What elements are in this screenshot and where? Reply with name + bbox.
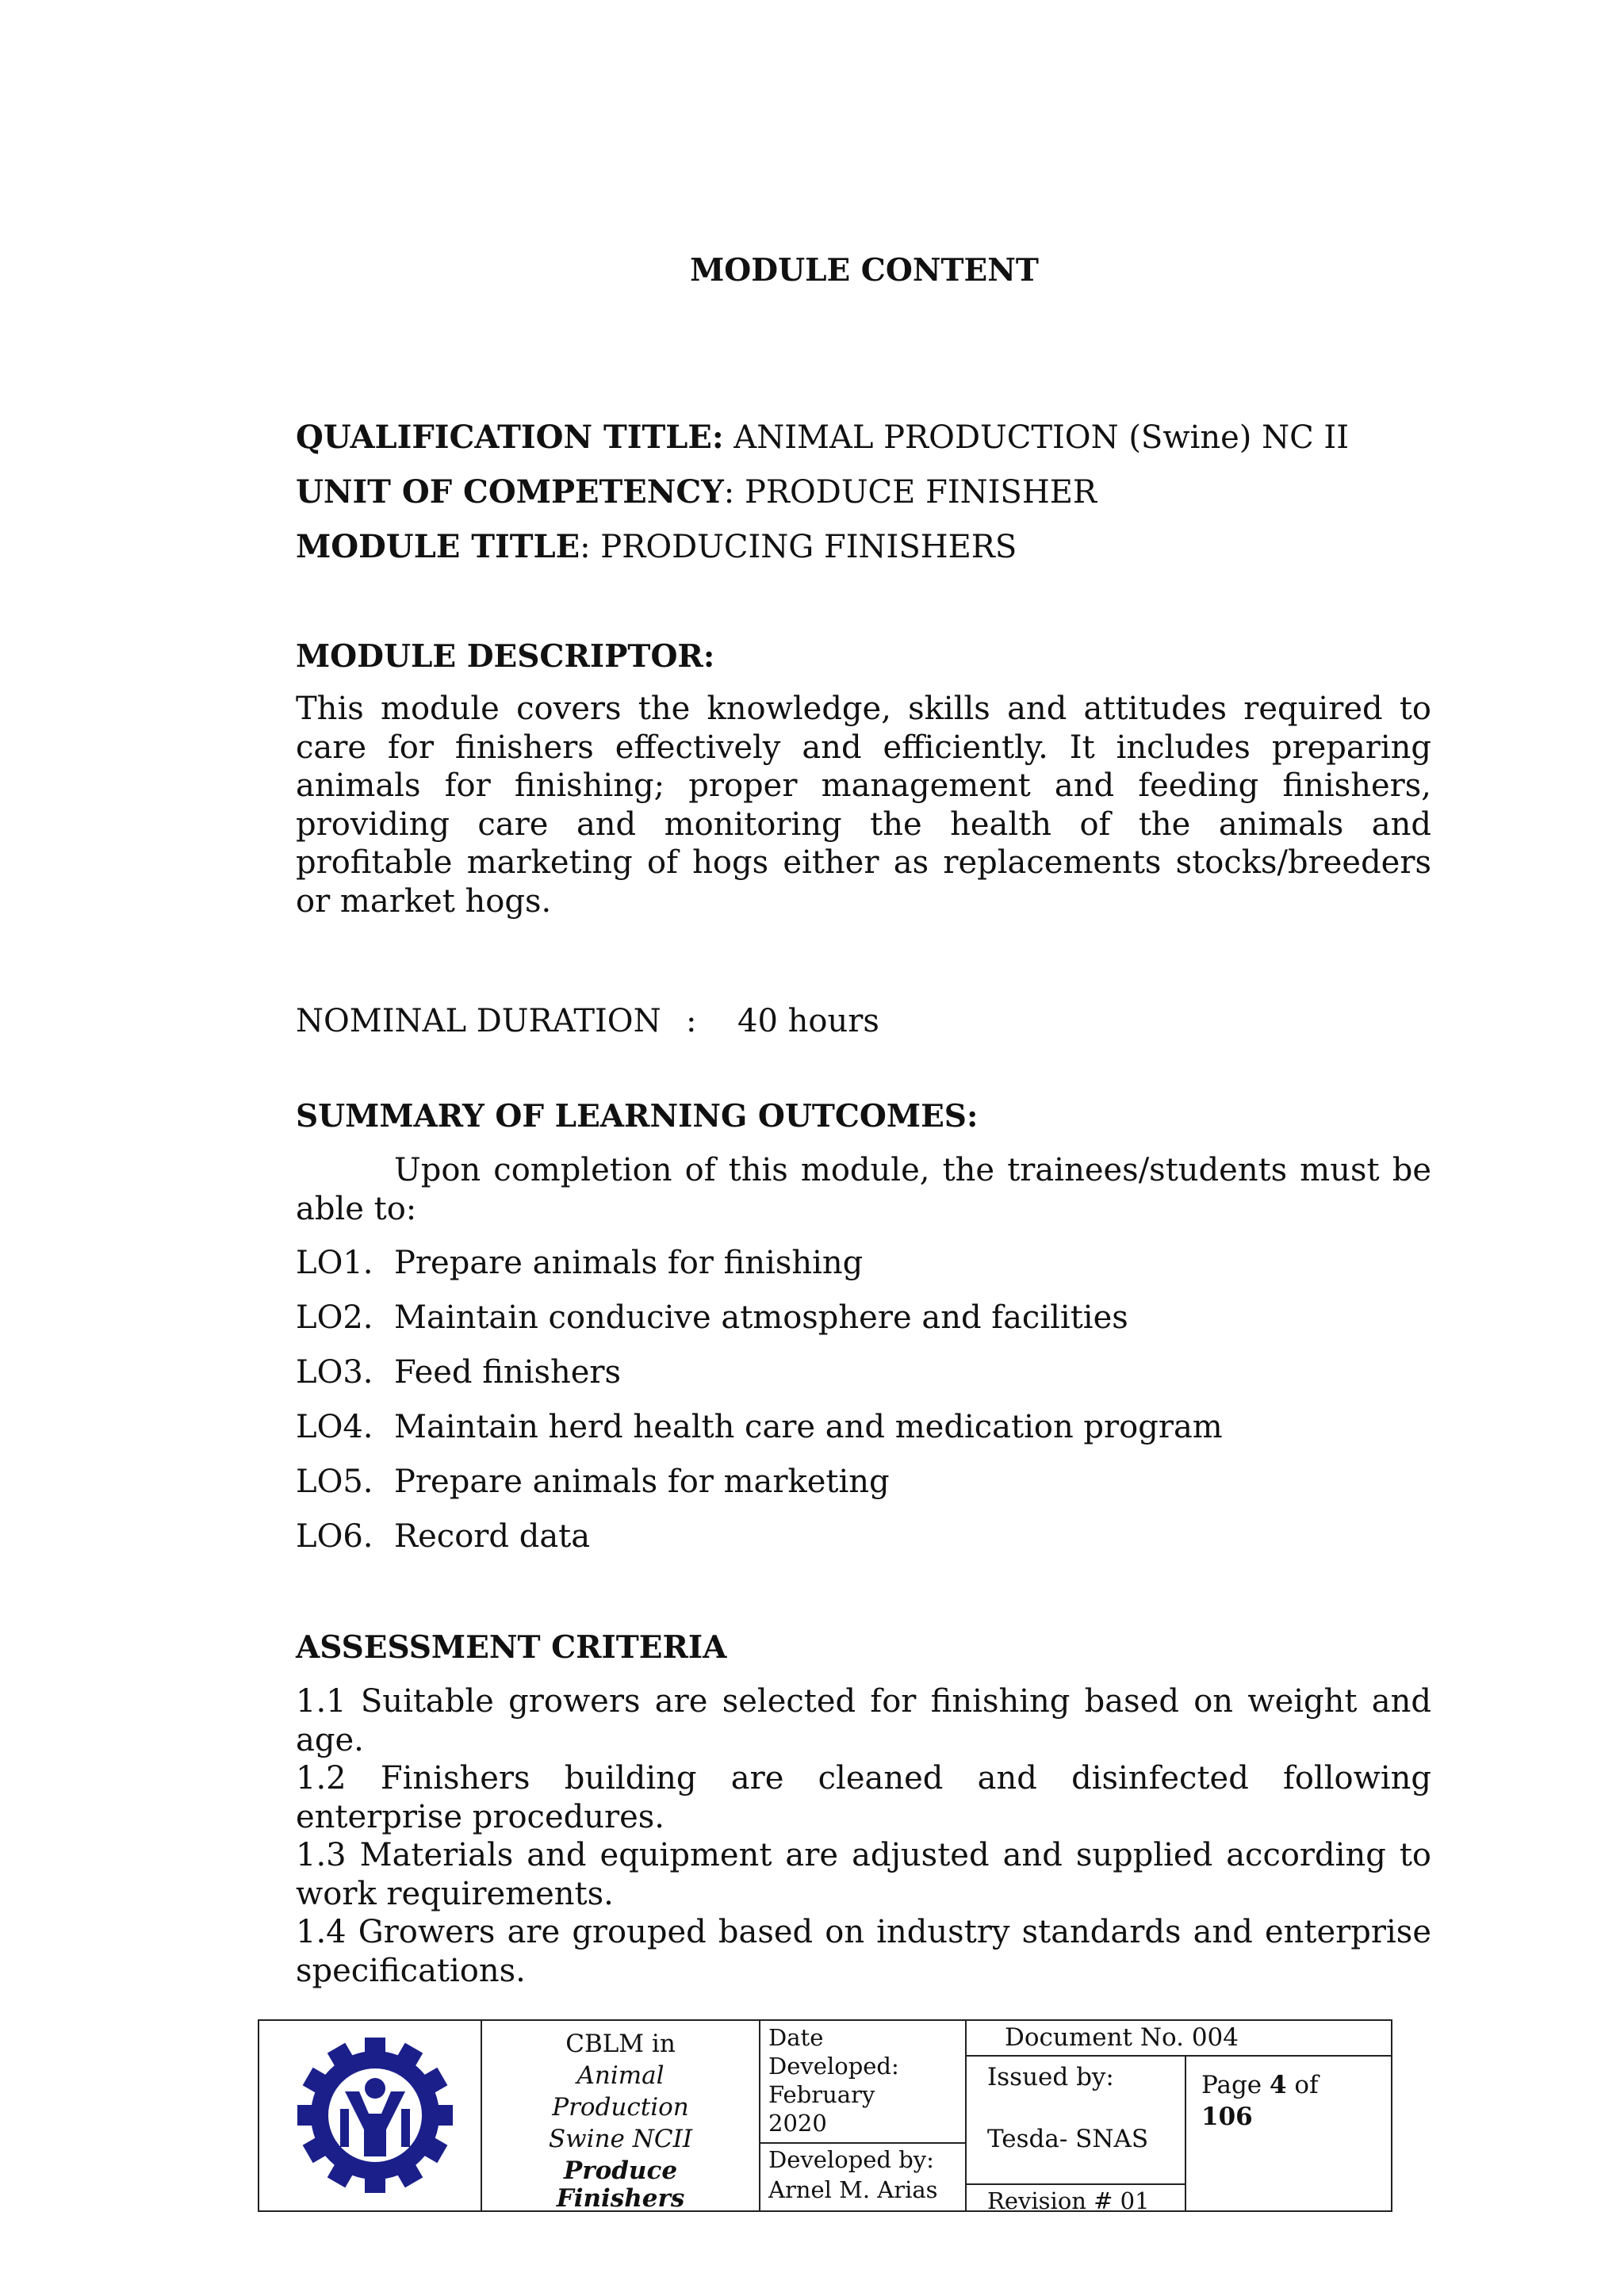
assessment-criterion: 1.1 Suitable growers are selected for finishing based on weight and age.	[296, 1683, 1431, 1758]
assessment-criterion: 1.2 Finishers building are cleaned and disinfected following enterprise procedures.	[296, 1760, 1431, 1835]
page-of: of	[1286, 2071, 1319, 2099]
unit-of-competency-label: UNIT OF COMPETENCY	[296, 473, 724, 511]
module-title-line	[296, 528, 1017, 565]
module-descriptor-heading: MODULE DESCRIPTOR:	[296, 638, 715, 675]
tesda-logo	[297, 2032, 453, 2198]
nominal-duration-label: NOMINAL DURATION	[296, 1003, 661, 1039]
module-title-value: : PRODUCING FINISHERS	[580, 529, 1017, 565]
page-number	[1201, 2070, 1319, 2101]
outcome-text: Prepare animals for finishing	[394, 1245, 864, 1281]
outcome-number: LO1.	[296, 1245, 373, 1281]
nominal-duration-value: 40 hours	[737, 1003, 879, 1039]
summary-intro: Upon completion of this module, the trainees/students must be able to:	[296, 1152, 1431, 1227]
assessment-criterion: 1.4 Growers are grouped based on industry standards and enterprise specifications.	[296, 1914, 1431, 1989]
unit-of-competency-value: : PRODUCE FINISHER	[723, 474, 1097, 511]
page-current: 4	[1270, 2071, 1287, 2099]
developed-by-value: Arnel M. Arias	[768, 2176, 938, 2203]
document-number: Document No. 004	[1005, 2023, 1239, 2052]
nominal-duration-separator: :	[686, 1003, 697, 1039]
module-descriptor-text: This module covers the knowledge, skills and attitudes required to care for finishers effectively and efficiently. It includes preparing animals for finishing; proper management and feeding finishers, providing care and monitoring the health of the animals and profitable marketing of hogs either as replacements stocks/breeders or market hogs.	[296, 691, 1431, 920]
page-prefix: Page	[1201, 2071, 1270, 2099]
outcome-text: Prepare animals for marketing	[394, 1464, 890, 1500]
course-line: Animal	[576, 2061, 665, 2090]
outcome-text: Feed finishers	[394, 1354, 622, 1391]
revision-number: Revision # 01	[987, 2187, 1150, 2214]
course-line: Production	[552, 2093, 689, 2122]
outcome-text: Record data	[394, 1518, 591, 1555]
unit-of-competency-line	[296, 473, 1097, 511]
course-line: CBLM in	[565, 2030, 676, 2058]
outcome-number: LO5.	[296, 1464, 373, 1500]
date-value: 2020	[768, 2110, 827, 2137]
date-label: Developed:	[768, 2053, 899, 2080]
date-value: February	[768, 2081, 875, 2108]
page-title: MODULE CONTENT	[690, 252, 1039, 289]
assessment-criteria-heading: ASSESSMENT CRITERIA	[296, 1629, 727, 1666]
issued-by-value: Tesda- SNAS	[987, 2125, 1149, 2153]
qualification-title-line	[296, 419, 1349, 456]
course-line: Swine NCII	[548, 2125, 693, 2153]
outcome-text: Maintain conducive atmosphere and facilities	[394, 1299, 1128, 1336]
footer-table	[258, 2019, 1392, 2212]
module-title-label: MODULE TITLE	[296, 528, 580, 565]
course-line: Produce	[563, 2156, 678, 2185]
page-total: 106	[1201, 2103, 1253, 2131]
assessment-criterion: 1.3 Materials and equipment are adjusted and supplied according to work requirements.	[296, 1837, 1431, 1912]
date-label: Date	[768, 2024, 824, 2051]
outcome-number: LO4.	[296, 1409, 373, 1445]
qualification-title-label: QUALIFICATION TITLE:	[296, 419, 724, 456]
course-line: Finishers	[556, 2184, 685, 2213]
outcome-text: Maintain herd health care and medication program	[394, 1409, 1223, 1445]
summary-heading: SUMMARY OF LEARNING OUTCOMES:	[296, 1098, 979, 1135]
qualification-title-value: ANIMAL PRODUCTION (Swine) NC II	[723, 419, 1350, 456]
tesda-logo-icon	[297, 2032, 453, 2198]
outcome-number: LO2.	[296, 1299, 373, 1336]
issued-by-label: Issued by:	[987, 2063, 1114, 2091]
developed-by-label: Developed by:	[768, 2146, 934, 2173]
outcome-number: LO6.	[296, 1518, 373, 1555]
outcome-number: LO3.	[296, 1354, 373, 1391]
